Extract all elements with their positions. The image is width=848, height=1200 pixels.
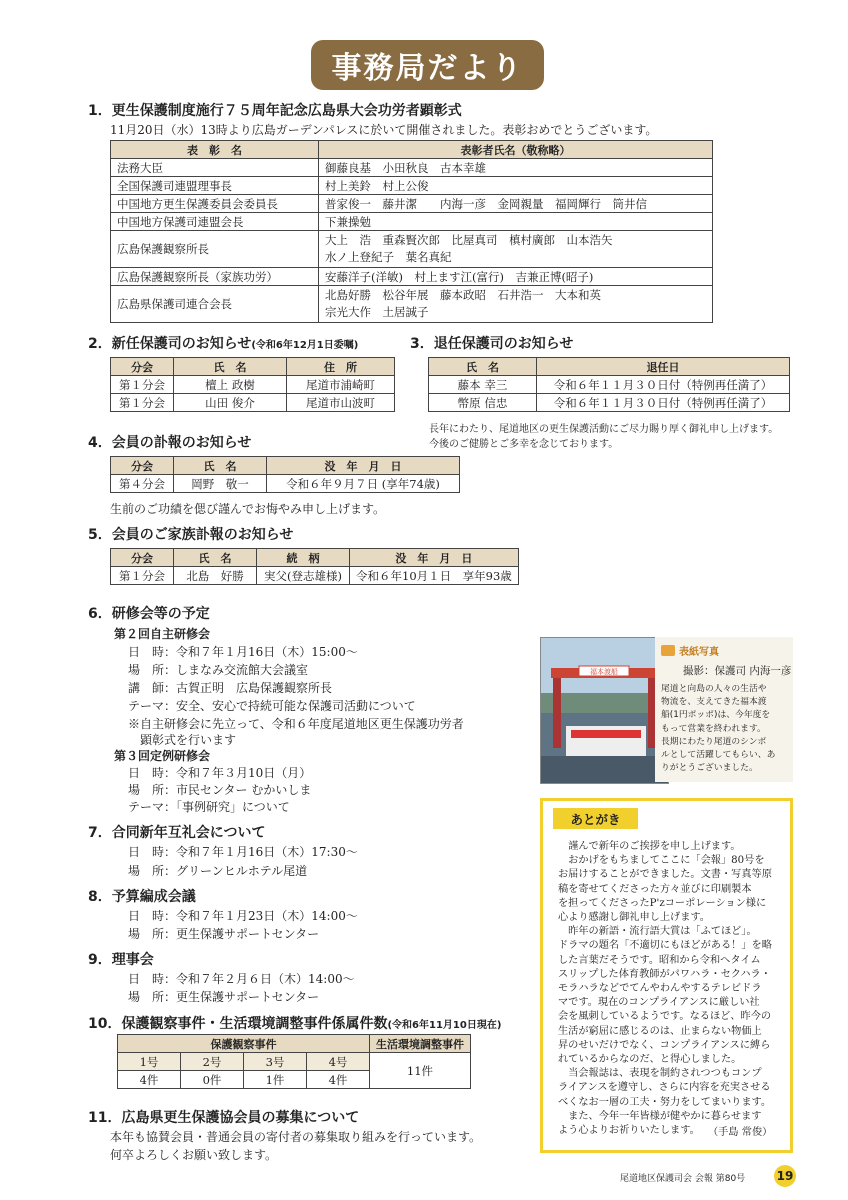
afterword-line: れているからなのだ、と得心しました。 xyxy=(558,1054,742,1066)
col-header: 4号 xyxy=(307,1053,370,1071)
afterword-line: 当会報誌は、表現を制約されつつもコンプ xyxy=(558,1068,762,1080)
cell: 山田 俊介 xyxy=(174,394,287,412)
afterword-line: 昨年の新語・流行語大賞は「ふてほど」。 xyxy=(558,926,757,938)
award-people: 大上 浩 重森賢次郎 比屋真司 槙村廣郎 山本浩矢 xyxy=(325,233,613,247)
page-number: 19 xyxy=(774,1165,796,1187)
col-header: 氏 名 xyxy=(174,358,287,376)
afterword-line: 心より感謝し御礼申し上げます。 xyxy=(558,912,710,924)
afterword-line: を担ってくださったP'zコーポレーション様に xyxy=(558,897,767,909)
section-7-heading: 7．合同新年互礼会について xyxy=(88,825,266,841)
training-1-line: テーマ：安全、安心で持続可能な保護司活動について xyxy=(128,699,416,713)
cover-line: 長期にわたり尾道のシンボ xyxy=(661,736,767,747)
section-8-line: 場 所：更生保護サポートセンター xyxy=(128,927,320,941)
col-header: 分会 xyxy=(111,457,174,475)
table-row xyxy=(111,376,395,394)
section-7-line: 日 時：令和７年１月16日（木）17:30～ xyxy=(128,845,358,859)
cover-line: りがとうございました。 xyxy=(661,763,758,774)
cover-caption-box xyxy=(655,637,793,782)
training-1-line: 日 時：令和７年１月16日（木）15:00～ xyxy=(128,645,358,659)
training-2-line: 日 時：令和７年３月10日（月） xyxy=(128,766,312,780)
award-name: 中国地方保護司連盟会長 xyxy=(111,213,319,231)
award-name: 中国地方更生保護委員会委員長 xyxy=(111,195,319,213)
cell: 令和６年１１月３０日付（特例再任満了） xyxy=(537,376,790,394)
cover-line: 尾道と向島の人々の生活や xyxy=(661,684,767,694)
award-people: 水ノ上登紀子 葉名真紀 xyxy=(325,250,452,264)
cover-tag xyxy=(661,643,719,658)
cell: 第１分会 xyxy=(111,567,174,585)
col-header: 続 柄 xyxy=(257,549,350,567)
training-1-line: 場 所：しまなみ交流館大会議室 xyxy=(128,663,309,677)
cell: 1件 xyxy=(244,1071,307,1089)
group-header: 保護観察事件 xyxy=(118,1035,370,1053)
section-9-line: 場 所：更生保護サポートセンター xyxy=(128,990,320,1004)
new-officers-table xyxy=(110,357,395,412)
section-2-heading xyxy=(88,333,358,353)
afterword-line: ドラマの題名「不適切にもほどがある！」を略 xyxy=(558,940,772,952)
afterword-line: おかげをもちましてここに「会報」80号を xyxy=(558,855,765,867)
col-header: 3号 xyxy=(244,1053,307,1071)
cell: 11件 xyxy=(370,1053,471,1089)
award-people: 下兼操勉 xyxy=(319,213,713,231)
table-row xyxy=(429,394,790,412)
section-9-line: 日 時：令和７年２月６日（木）14:00～ xyxy=(128,972,355,986)
col-header: 住 所 xyxy=(287,358,395,376)
cell: 北島 好勝 xyxy=(174,567,257,585)
award-name: 広島県保護司連合会長 xyxy=(111,286,319,323)
section-4-heading: 4．会員の訃報のお知らせ xyxy=(88,435,252,451)
training-1-title: 第２回自主研修会 xyxy=(114,627,211,641)
section-6-heading: 6．研修会等の予定 xyxy=(88,606,210,622)
col-header: 退任日 xyxy=(537,358,790,376)
section-11-line: 本年も協賛会員・普通会員の寄付者の募集取り組みを行っています。 xyxy=(110,1130,482,1144)
section-10-title: 10．保護観察事件・生活環境調整事件係属件数 xyxy=(88,1016,388,1032)
afterword-line: マです。現在のコンプライアンスに厳しい社 xyxy=(558,997,760,1009)
cell: 第４分会 xyxy=(111,475,174,493)
section-2-note: (令和6年12月1日委嘱) xyxy=(251,340,359,351)
afterword-signature: （手島 常俊） xyxy=(708,1127,773,1138)
training-2-line: テーマ：「事例研究」について xyxy=(128,800,290,814)
award-name: 広島保護観察所長（家族功労） xyxy=(111,268,319,286)
col-header: 没 年 月 日 xyxy=(267,457,460,475)
retired-note-1: 長年にわたり、尾道地区の更生保護活動にご尽力賜り厚く御礼申し上げます。 xyxy=(429,424,779,435)
afterword-line: 生活が窮屈に感じるのは、止まらない物価上 xyxy=(558,1025,762,1037)
award-people: 村上美鈴 村上公俊 xyxy=(319,177,713,195)
table-row xyxy=(111,394,395,412)
section-10-note: (令和6年11月10日現在) xyxy=(387,1020,502,1031)
table-row xyxy=(111,159,713,177)
award-table xyxy=(110,140,713,323)
camera-icon xyxy=(661,645,675,656)
section-11-heading: 11．広島県更生保護協会員の募集について xyxy=(88,1110,360,1126)
afterword-line: 稿を寄せてくださった方々並びに印刷製本 xyxy=(558,883,752,895)
section-2-title: 2．新任保護司のお知らせ xyxy=(88,336,252,352)
training-2-line: 場 所：市民センター むかいしま xyxy=(128,783,312,797)
cell: 令和６年10月１日 享年93歳 xyxy=(350,567,519,585)
page-title: 事務局だより xyxy=(311,40,544,90)
obituary-note: 生前のご功績を偲び謹んでお悔やみ申し上げます。 xyxy=(110,502,386,516)
cell: 第１分会 xyxy=(111,394,174,412)
training-1-line: ※自主研修会に先立って、令和６年度尾道地区更生保護功労者 xyxy=(128,717,464,731)
cover-line: もって営業を終われます。 xyxy=(661,723,766,734)
table-row xyxy=(111,213,713,231)
award-name: 広島保護観察所長 xyxy=(111,231,319,268)
cell: 令和６年１１月３０日付（特例再任満了） xyxy=(537,394,790,412)
cover-credit: 撮影：保護司 内海一彦 xyxy=(683,665,792,677)
col-header: 分会 xyxy=(111,358,174,376)
award-people: 宗光大作 土居誠子 xyxy=(325,305,429,319)
afterword-line: また、今年一年皆様が健やかに暮らせます xyxy=(558,1110,762,1122)
table-row xyxy=(111,177,713,195)
col-header: 没 年 月 日 xyxy=(350,549,519,567)
col-header: 氏 名 xyxy=(429,358,537,376)
col-header: 氏 名 xyxy=(174,549,257,567)
cover-line: ルとして活躍してもらい、あ xyxy=(661,750,776,761)
cell: 4件 xyxy=(118,1071,181,1089)
table-row xyxy=(111,268,713,286)
award-col-name: 表 彰 名 xyxy=(111,141,319,159)
afterword-line: スリップした体育教師がパワハラ・セクハラ・ xyxy=(558,968,771,980)
obituary-table xyxy=(110,456,460,493)
group-header: 生活環境調整事件 xyxy=(370,1035,471,1053)
cover-line: 船(1円ポッポ)は、今年度を xyxy=(661,710,771,721)
afterword-line: モラハラなどでてんやわんやするテレビドラ xyxy=(558,983,762,995)
cell: 実父(登志雄様) xyxy=(257,567,350,585)
col-header: 分会 xyxy=(111,549,174,567)
cover-text xyxy=(661,683,775,775)
col-header: 1号 xyxy=(118,1053,181,1071)
cell: 檀上 政樹 xyxy=(174,376,287,394)
afterword-tag: あとがき xyxy=(553,808,638,829)
award-people: 御藤良基 小田秋良 古本幸雄 xyxy=(319,159,713,177)
table-row xyxy=(111,475,460,493)
cell: 尾道市山波町 xyxy=(287,394,395,412)
section-5-heading: 5．会員のご家族訃報のお知らせ xyxy=(88,527,294,543)
cell: 4件 xyxy=(307,1071,370,1089)
afterword-line: ライアンスを遵守し、さらに内容を充実させる xyxy=(558,1082,771,1094)
cover-photo xyxy=(540,637,669,784)
col-header: 氏 名 xyxy=(174,457,267,475)
afterword-line: 謹んで新年のご挨拶を申し上げます。 xyxy=(558,841,741,852)
afterword-line: した言葉だそうです。昭和から令和へタイム xyxy=(558,954,761,966)
footer-text: 尾道地区保護司会 会報 第80号 xyxy=(620,1174,746,1184)
cover-tag-label: 表紙写真 xyxy=(679,647,719,658)
afterword-text xyxy=(558,840,772,1138)
table-row xyxy=(429,376,790,394)
section-7-line: 場 所：グリーンヒルホテル尾道 xyxy=(128,864,308,878)
cell: 岡野 敬一 xyxy=(174,475,267,493)
award-people: 北島好勝 松谷年展 藤本政昭 石井浩一 大本和英 xyxy=(325,288,601,302)
training-2-title: 第３回定例研修会 xyxy=(114,749,211,763)
table-row xyxy=(111,286,713,323)
section-1-heading: 1．更生保護制度施行７５周年記念広島県大会功労者顕彰式 xyxy=(88,103,462,119)
retired-officers-table xyxy=(428,357,790,412)
afterword-line: お届けすることができました。文書・写真等原 xyxy=(558,869,772,881)
retired-note-2: 今後のご健勝とご多幸を念じております。 xyxy=(429,439,619,450)
training-1-line: 顕彰式を行います xyxy=(128,733,237,747)
ferry-sign: 福本渡船 xyxy=(590,668,618,676)
section-1-intro: 11月20日（水）13時より広島ガーデンパレスに於いて開催されました。表彰おめでとうございます。 xyxy=(110,123,658,137)
table-row xyxy=(111,231,713,268)
cell: 第１分会 xyxy=(111,376,174,394)
afterword-line: 会を風刺しているようです。なるほど、昨今の xyxy=(558,1011,772,1023)
table-row xyxy=(111,567,519,585)
cell: 0件 xyxy=(181,1071,244,1089)
ferry-illustration xyxy=(541,638,668,783)
afterword-line: べくなお一層の工夫・努力をしてまいります。 xyxy=(558,1096,772,1108)
cell: 尾道市浦崎町 xyxy=(287,376,395,394)
section-10-heading xyxy=(88,1013,501,1033)
award-col-people: 表彰者氏名（敬称略） xyxy=(319,141,713,159)
afterword-line: 昇のせいだけでなく、コンプライアンスに縛ら xyxy=(558,1039,771,1051)
col-header: 2号 xyxy=(181,1053,244,1071)
section-8-line: 日 時：令和７年１月23日（木）14:00～ xyxy=(128,909,358,923)
case-count-table xyxy=(117,1034,471,1089)
award-name: 法務大臣 xyxy=(111,159,319,177)
section-3-heading: 3．退任保護司のお知らせ xyxy=(410,336,574,352)
cover-line: 物流を、支えてきた福本渡 xyxy=(661,697,767,708)
award-name: 全国保護司連盟理事長 xyxy=(111,177,319,195)
table-row xyxy=(111,195,713,213)
family-obituary-table xyxy=(110,548,519,585)
cell: 幣原 信忠 xyxy=(429,394,537,412)
cell: 藤本 幸三 xyxy=(429,376,537,394)
training-1-line: 講 師：古賀正明 広島保護観察所長 xyxy=(128,681,333,695)
afterword-line: よう心よりお祈りいたします。 xyxy=(558,1125,700,1137)
award-people: 安藤洋子(洋敏) 村上ます江(富行) 吉兼正博(昭子) xyxy=(319,268,713,286)
cell: 令和６年９月７日 (享年74歳) xyxy=(267,475,460,493)
section-11-line: 何卒よろしくお願い致します。 xyxy=(110,1148,278,1162)
award-people: 普家俊一 藤井潔 内海一彦 金岡親量 福岡輝行 筒井信 xyxy=(319,195,713,213)
section-8-heading: 8．予算編成会議 xyxy=(88,889,196,905)
section-9-heading: 9．理事会 xyxy=(88,952,154,968)
